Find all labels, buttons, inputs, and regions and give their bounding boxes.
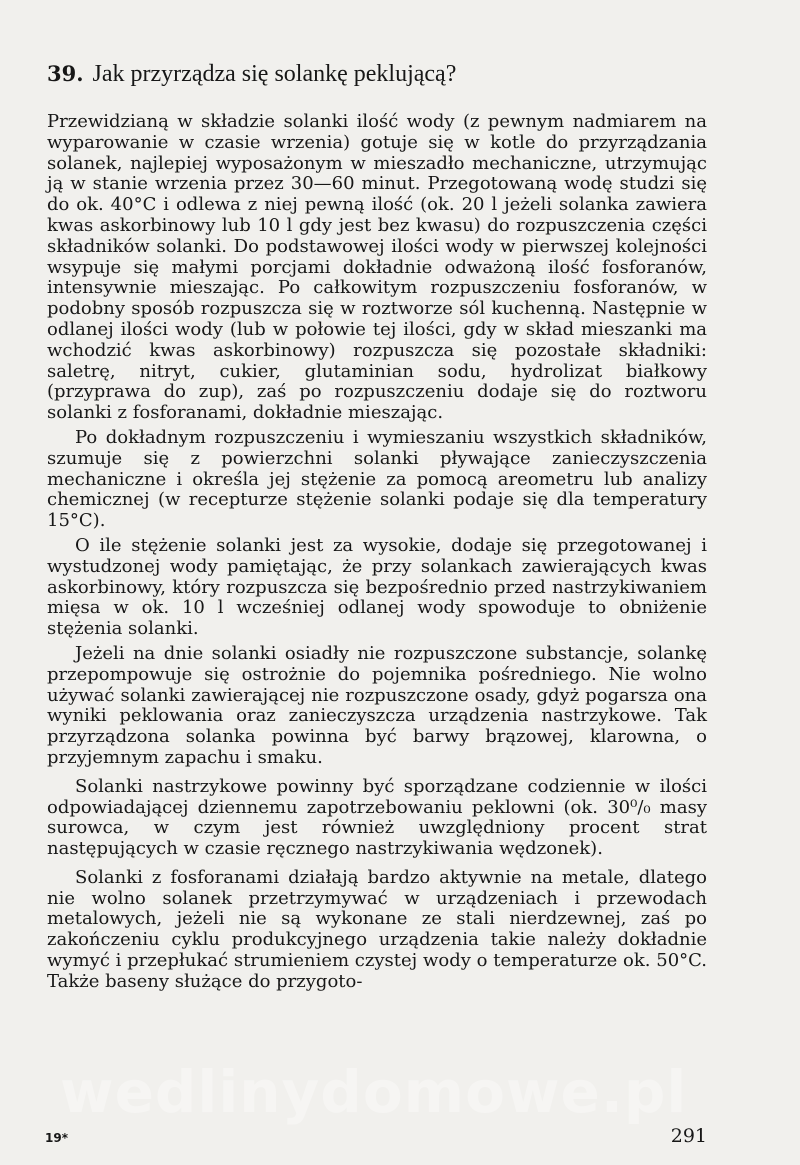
paragraph: Solanki z fosforanami działają bardzo aktywnie na metale, dlatego nie wolno solanek przetrzymywać w urządzeniach i przewodach metalowych, jeżeli nie są wykonane ze stali nierdzewnej, zaś po zakończeniu cyklu produkcyjnego urządzenia takie należy dokładnie wymyć i przepłukać strumieniem czystej wody o temperaturze ok. 50°C. Także baseny służące do przygoto- <box>47 866 707 992</box>
paragraph: Solanki nastrzykowe powinny być sporządzane codziennie w ilości odpowiadającej dziennemu zapotrzebowaniu peklowni (ok. 30⁰/₀ masy surowca, w czym jest również uwzględniony procent strat następujących w czasie ręcznego nastrzykiwania wędzonek). <box>47 775 707 860</box>
body-text <box>47 112 707 997</box>
signature-mark: 19* <box>45 1131 68 1145</box>
page-title <box>47 58 747 90</box>
paragraph: O ile stężenie solanki jest za wysokie, dodaje się przegotowanej i wystudzonej wody pamiętając, że przy solankach zawierających kwas askorbinowy, który rozpuszcza się bezpośrednio przed nastrzykiwaniem mięsa w ok. 10 l wcześniej odlanej wody spowoduje to obniżenie stężenia solanki. <box>47 534 707 640</box>
paragraph: Przewidzianą w składzie solanki ilość wody (z pewnym nadmiarem na wyparowanie w czasie wrzenia) gotuje się w kotle do przyrządzania solanek, najlepiej wyposażonym w mieszadło mechaniczne, utrzymując ją w stanie wrzenia przez 30—60 minut. Przegotowaną wodę studzi się do ok. 40°C i odlewa z niej pewną ilość (ok. 20 l jeżeli solanka zawiera kwas askorbinowy lub 10 l gdy jest bez kwasu) do rozpuszczenia części składników solanki. Do podstawowej ilości wody w pierwszej kolejności wsypuje się małymi porcjami dokładnie odważoną ilość fosforanów, intensywnie mieszając. Po całkowitym rozpuszczeniu fosforanów, w podobny sposób rozpuszcza się w roztworze sól kuchenną. Następnie w odlanej ilości wody (lub w połowie tej ilości, gdy w skład mieszanki ma wchodzić kwas askorbinowy) rozpuszcza się pozostałe składniki: saletrę, nitryt, cukier, glutaminian sodu, hydrolizat białkowy (przyprawa do zup), zaś po rozpuszczeniu dodaje się do roztworu solanki z fosforanami, dokładnie mieszając. <box>47 111 707 424</box>
paragraph: Jeżeli na dnie solanki osiadły nie rozpuszczone substancje, solankę przepompowuje się ostrożnie do pojemnika pośredniego. Nie wolno używać solanki zawierającej nie rozpuszczone osady, gdyż pogarsza ona wyniki peklowania oraz zanieczyszcza urządzenia nastrzykowe. Tak przyrządzona solanka powinna być barwy brązowej, klarowna, o przyjemnym zapachu i smaku. <box>47 642 707 768</box>
question-number: 39. <box>47 61 84 86</box>
question-title: Jak przyrządza się solankę peklującą? <box>92 61 457 87</box>
watermark: wedlinydomowe.pl <box>60 1058 688 1126</box>
paragraph: Po dokładnym rozpuszczeniu i wymieszaniu wszystkich składników, szumuje się z powierzchni solanki pływające zanieczyszczenia mechaniczne i określa jej stężenie za pomocą areometru lub analizy chemicznej (w recepturze stężenie solanki podaje się dla temperatury 15°C). <box>47 426 707 532</box>
page-number: 291 <box>670 1125 707 1147</box>
